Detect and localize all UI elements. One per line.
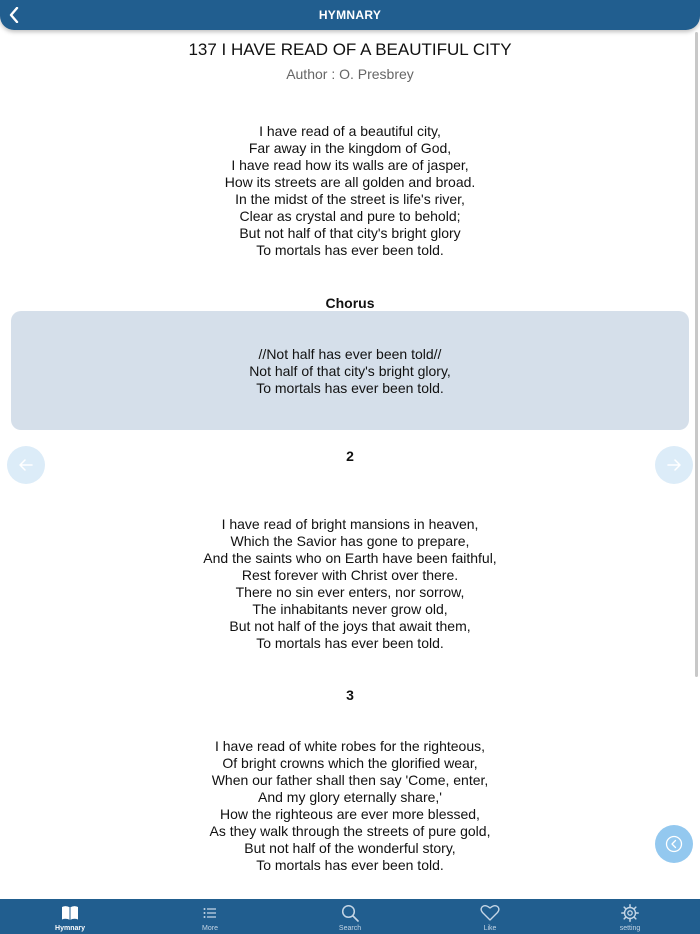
tab-setting[interactable]	[560, 899, 700, 934]
hymn-author: Author : O. Presbrey	[286, 66, 414, 82]
arrow-left-icon	[19, 459, 33, 471]
app-header	[0, 0, 700, 30]
tab-label: Hymnary	[55, 925, 85, 932]
gear-icon	[621, 903, 639, 922]
lyric-line: When our father shall then say 'Come, enter,	[211, 772, 489, 788]
tab-label: Like	[483, 925, 497, 932]
tab-search[interactable]	[280, 899, 420, 934]
lyric-line: But not half of the joys that await them,	[229, 618, 471, 634]
hymn-content[interactable]	[0, 30, 700, 899]
lyric-line: I have read of a beautiful city,	[259, 123, 441, 139]
lyric-line: I have read of white robes for the righteous,	[214, 738, 486, 754]
lyric-line: How its streets are all golden and broad.	[224, 174, 476, 190]
lyric-line: And the saints who on Earth have been faithful,	[203, 550, 497, 566]
lyric-line: Which the Savior has gone to prepare,	[230, 533, 470, 549]
lyric-line: Clear as crystal and pure to behold;	[239, 208, 461, 224]
arrow-right-icon	[667, 459, 681, 471]
next-hymn-button[interactable]	[655, 446, 693, 484]
lyric-line: But not half of the wonderful story,	[244, 840, 456, 856]
verse-2	[0, 516, 700, 652]
tab-label: Search	[338, 925, 362, 932]
tab-label: setting	[619, 925, 641, 932]
lyric-line: I have read how its walls are of jasper,	[231, 157, 469, 173]
bottom-tab-bar	[0, 899, 700, 934]
chorus-box	[11, 311, 689, 430]
lyric-line: But not half of that city's bright glory	[239, 225, 461, 241]
list-icon	[203, 903, 217, 922]
lyric-line: To mortals has ever been told.	[256, 635, 444, 651]
verse-number-3: 3	[346, 687, 354, 703]
chorus-label: Chorus	[325, 295, 375, 311]
tab-like[interactable]	[420, 899, 560, 934]
back-button[interactable]	[4, 5, 24, 25]
lyric-line: In the midst of the street is life's river,	[235, 191, 465, 207]
tab-more[interactable]	[140, 899, 280, 934]
lyric-line: The inhabitants never grow old,	[252, 601, 448, 617]
lyric-line: There no sin ever enters, nor sorrow,	[235, 584, 465, 600]
lyric-line: How the righteous are ever more blessed,	[220, 806, 480, 822]
lyric-line: As they walk through the streets of pure gold,	[209, 823, 491, 839]
hymn-title: 137 I HAVE READ OF A BEAUTIFUL CITY	[188, 40, 512, 59]
floating-action-button[interactable]	[655, 825, 693, 863]
lyric-line: To mortals has ever been told.	[256, 242, 444, 258]
tab-label: More	[202, 925, 218, 932]
lyric-line: Far away in the kingdom of God,	[248, 140, 452, 156]
lyric-line: And my glory eternally share,'	[258, 789, 442, 805]
verse-number-2: 2	[346, 448, 354, 464]
tab-hymnary[interactable]	[0, 899, 140, 934]
heart-icon	[480, 903, 500, 922]
chevron-left-circle-icon	[665, 835, 683, 853]
chorus	[0, 346, 700, 397]
lyric-line: To mortals has ever been told.	[256, 380, 444, 396]
lyric-line: I have read of bright mansions in heaven,	[221, 516, 479, 532]
previous-hymn-button[interactable]	[7, 446, 45, 484]
search-icon	[341, 903, 359, 922]
book-icon	[61, 903, 79, 922]
app-title: HYMNARY	[318, 8, 382, 22]
lyric-line: Rest forever with Christ over there.	[241, 567, 459, 583]
verse-1	[0, 123, 700, 259]
lyric-line: Not half of that city's bright glory,	[249, 363, 451, 379]
lyric-line: Of bright crowns which the glorified wear,	[222, 755, 478, 771]
lyric-line: To mortals has ever been told.	[256, 857, 444, 873]
verse-3	[0, 738, 700, 874]
chevron-left-icon	[8, 7, 20, 23]
scrollbar[interactable]	[695, 32, 698, 677]
lyric-line: //Not half has ever been told//	[258, 346, 442, 362]
